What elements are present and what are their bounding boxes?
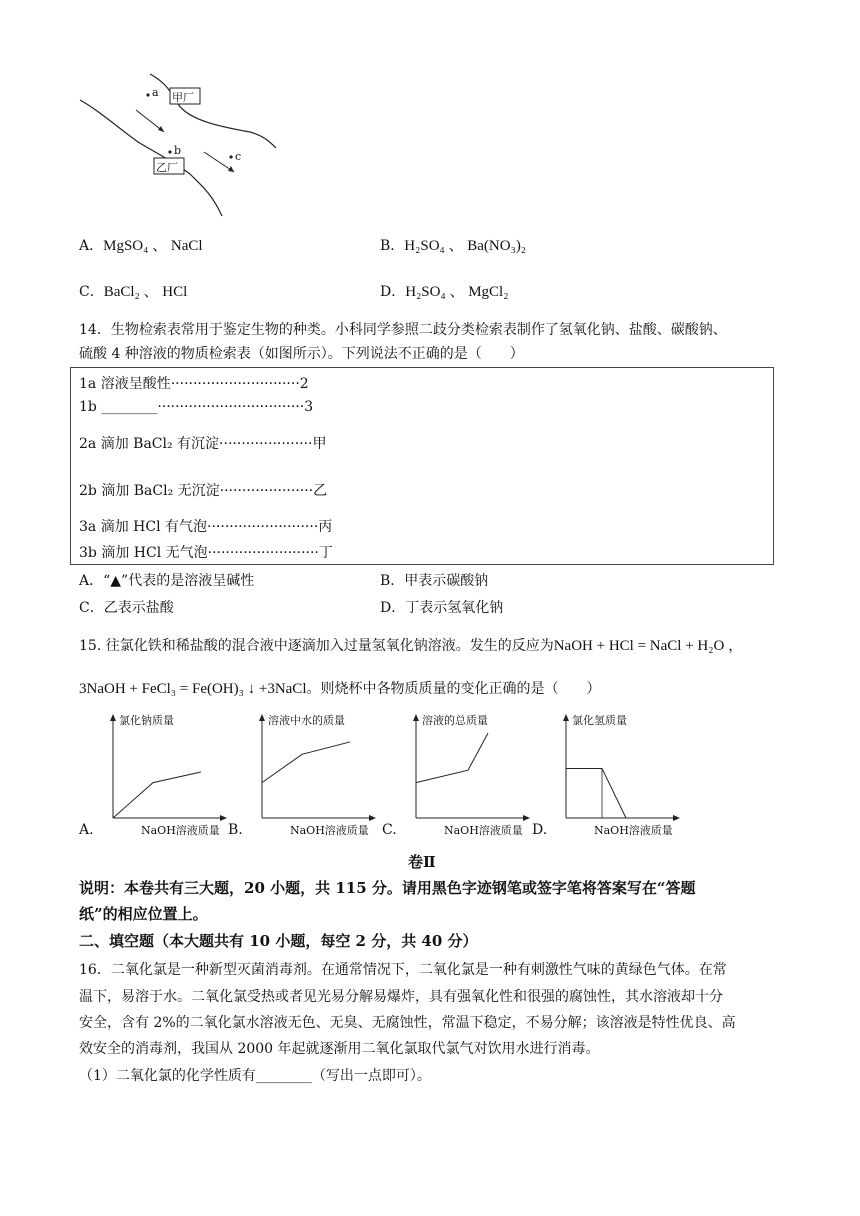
- key-row: 3b 滴加 HCl 无气泡·························丁: [79, 545, 333, 561]
- x-axis-arrow: [523, 815, 530, 821]
- point-a-label: a: [152, 86, 159, 99]
- key-row: 2a 滴加 BaCl₂ 有沉淀·····················甲: [79, 436, 327, 452]
- chart-4: [532, 712, 682, 838]
- series-line: [416, 733, 488, 783]
- q14-stem-line1: 14．生物检索表常用于鉴定生物的种类。小科同学参照二歧分类检索表制作了氢氧化钠、盐酸、碳酸钠、: [79, 322, 727, 338]
- q13-option-d[interactable]: D．H₂SO₄ 、 MgCl₂: [380, 284, 509, 300]
- point-b-label: b: [174, 144, 182, 157]
- point-c-label: c: [235, 150, 242, 163]
- chart-svg: [228, 712, 378, 830]
- section-note-line2: 纸”的相应位置上。: [79, 905, 208, 923]
- y-axis-label: 氯化钠质量: [119, 714, 174, 727]
- series-line: [566, 768, 626, 818]
- x-axis-arrow: [369, 815, 376, 821]
- q15-stem-line2: 3NaOH + FeCl₃ = Fe(OH)₃ ↓ +3NaCl。则烧杯中各物质质量的变化正确的是（ ）: [79, 681, 601, 697]
- y-axis-arrow: [563, 714, 569, 721]
- chart-option-letter[interactable]: B.: [228, 822, 243, 838]
- q14-option-b[interactable]: B．甲表示碳酸钠: [380, 573, 489, 589]
- x-axis-label: NaOH溶液质量: [594, 824, 673, 837]
- key-row: 3a 滴加 HCl 有气泡·························丙: [79, 519, 333, 535]
- chart-option-letter[interactable]: A.: [79, 822, 94, 838]
- chart-option-letter[interactable]: C.: [382, 822, 397, 838]
- part2-title: 二、填空题（本大题共有 10 小题，每空 2 分，共 40 分）: [79, 932, 478, 950]
- q15-stem-line1: 15. 往氯化铁和稀盐酸的混合液中逐滴加入过量氢氧化钠溶液。发生的反应为NaOH + HCl = NaCl + H₂O ，: [79, 638, 744, 654]
- q13-option-c[interactable]: C．BaCl₂ 、 HCl: [79, 284, 188, 300]
- x-axis-arrow: [220, 815, 227, 821]
- factory-yi-label: 乙厂: [156, 161, 178, 174]
- chart-option-letter[interactable]: D.: [532, 822, 548, 838]
- x-axis-label: NaOH溶液质量: [141, 824, 220, 837]
- q16-line4: 效安全的消毒剂，我国从 2000 年起就逐渐用二氧化氯取代氯气对饮用水进行消毒。: [79, 1041, 600, 1057]
- q16-subquestion-1: （1）二氧化氯的化学性质有________（写出一点即可）。: [79, 1068, 431, 1084]
- chart-svg: [382, 712, 532, 830]
- chart-3: [382, 712, 532, 838]
- q16-line2: 温下，易溶于水。二氧化氯受热或者见光易分解易爆炸，具有强氧化性和很强的腐蚀性，其水溶液却十分: [79, 989, 723, 1005]
- q14-option-a[interactable]: A．“▲”代表的是溶液呈碱性: [79, 573, 255, 589]
- q16-line3: 安全，含有 2%的二氧化氯水溶液无色、无臭、无腐蚀性，常温下稳定，不易分解；该溶液是特性优良、高: [79, 1015, 736, 1031]
- q16-line1: 16．二氧化氯是一种新型灭菌消毒剂。在通常情况下，二氧化氯是一种有刺激性气味的黄绿色气体。在常: [79, 962, 727, 978]
- key-row: 1a 溶液呈酸性·····························2: [79, 376, 309, 392]
- y-axis-label: 溶液的总质量: [422, 714, 488, 727]
- y-axis-arrow: [110, 714, 116, 721]
- section-title: 卷Ⅱ: [408, 853, 436, 871]
- series-line: [262, 742, 350, 783]
- factory-jia-label: 甲厂: [172, 91, 194, 104]
- x-axis-label: NaOH溶液质量: [290, 824, 369, 837]
- x-axis-arrow: [673, 815, 680, 821]
- key-row: 2b 滴加 BaCl₂ 无沉淀·····················乙: [79, 483, 328, 499]
- q13-option-b[interactable]: B．H₂SO₄ 、 Ba(NO₃)₂: [380, 238, 527, 254]
- q13-option-a[interactable]: A．MgSO₄ 、 NaCl: [79, 238, 203, 254]
- chart-2: [228, 712, 378, 838]
- chart-1: [79, 712, 229, 838]
- section-note-line1: 说明：本卷共有三大题，20 小题，共 115 分。请用黑色字迹钢笔或签字笔将答案写在“答题: [79, 879, 696, 897]
- y-axis-arrow: [259, 714, 265, 721]
- chart-svg: [532, 712, 682, 830]
- q14-option-c[interactable]: C．乙表示盐酸: [79, 600, 174, 616]
- series-line: [113, 772, 201, 818]
- q14-option-d[interactable]: D．丁表示氢氧化钠: [380, 600, 504, 616]
- q14-stem-line2: 硫酸 4 种溶液的物质检索表（如图所示）。下列说法不正确的是（ ）: [79, 346, 524, 362]
- y-axis-label: 溶液中水的质量: [268, 714, 345, 727]
- key-row: 1b ________·································3: [79, 399, 314, 415]
- y-axis-label: 氯化氢质量: [572, 714, 627, 727]
- x-axis-label: NaOH溶液质量: [444, 824, 523, 837]
- y-axis-arrow: [413, 714, 419, 721]
- substance-key-table: [70, 367, 774, 565]
- chart-svg: [79, 712, 229, 830]
